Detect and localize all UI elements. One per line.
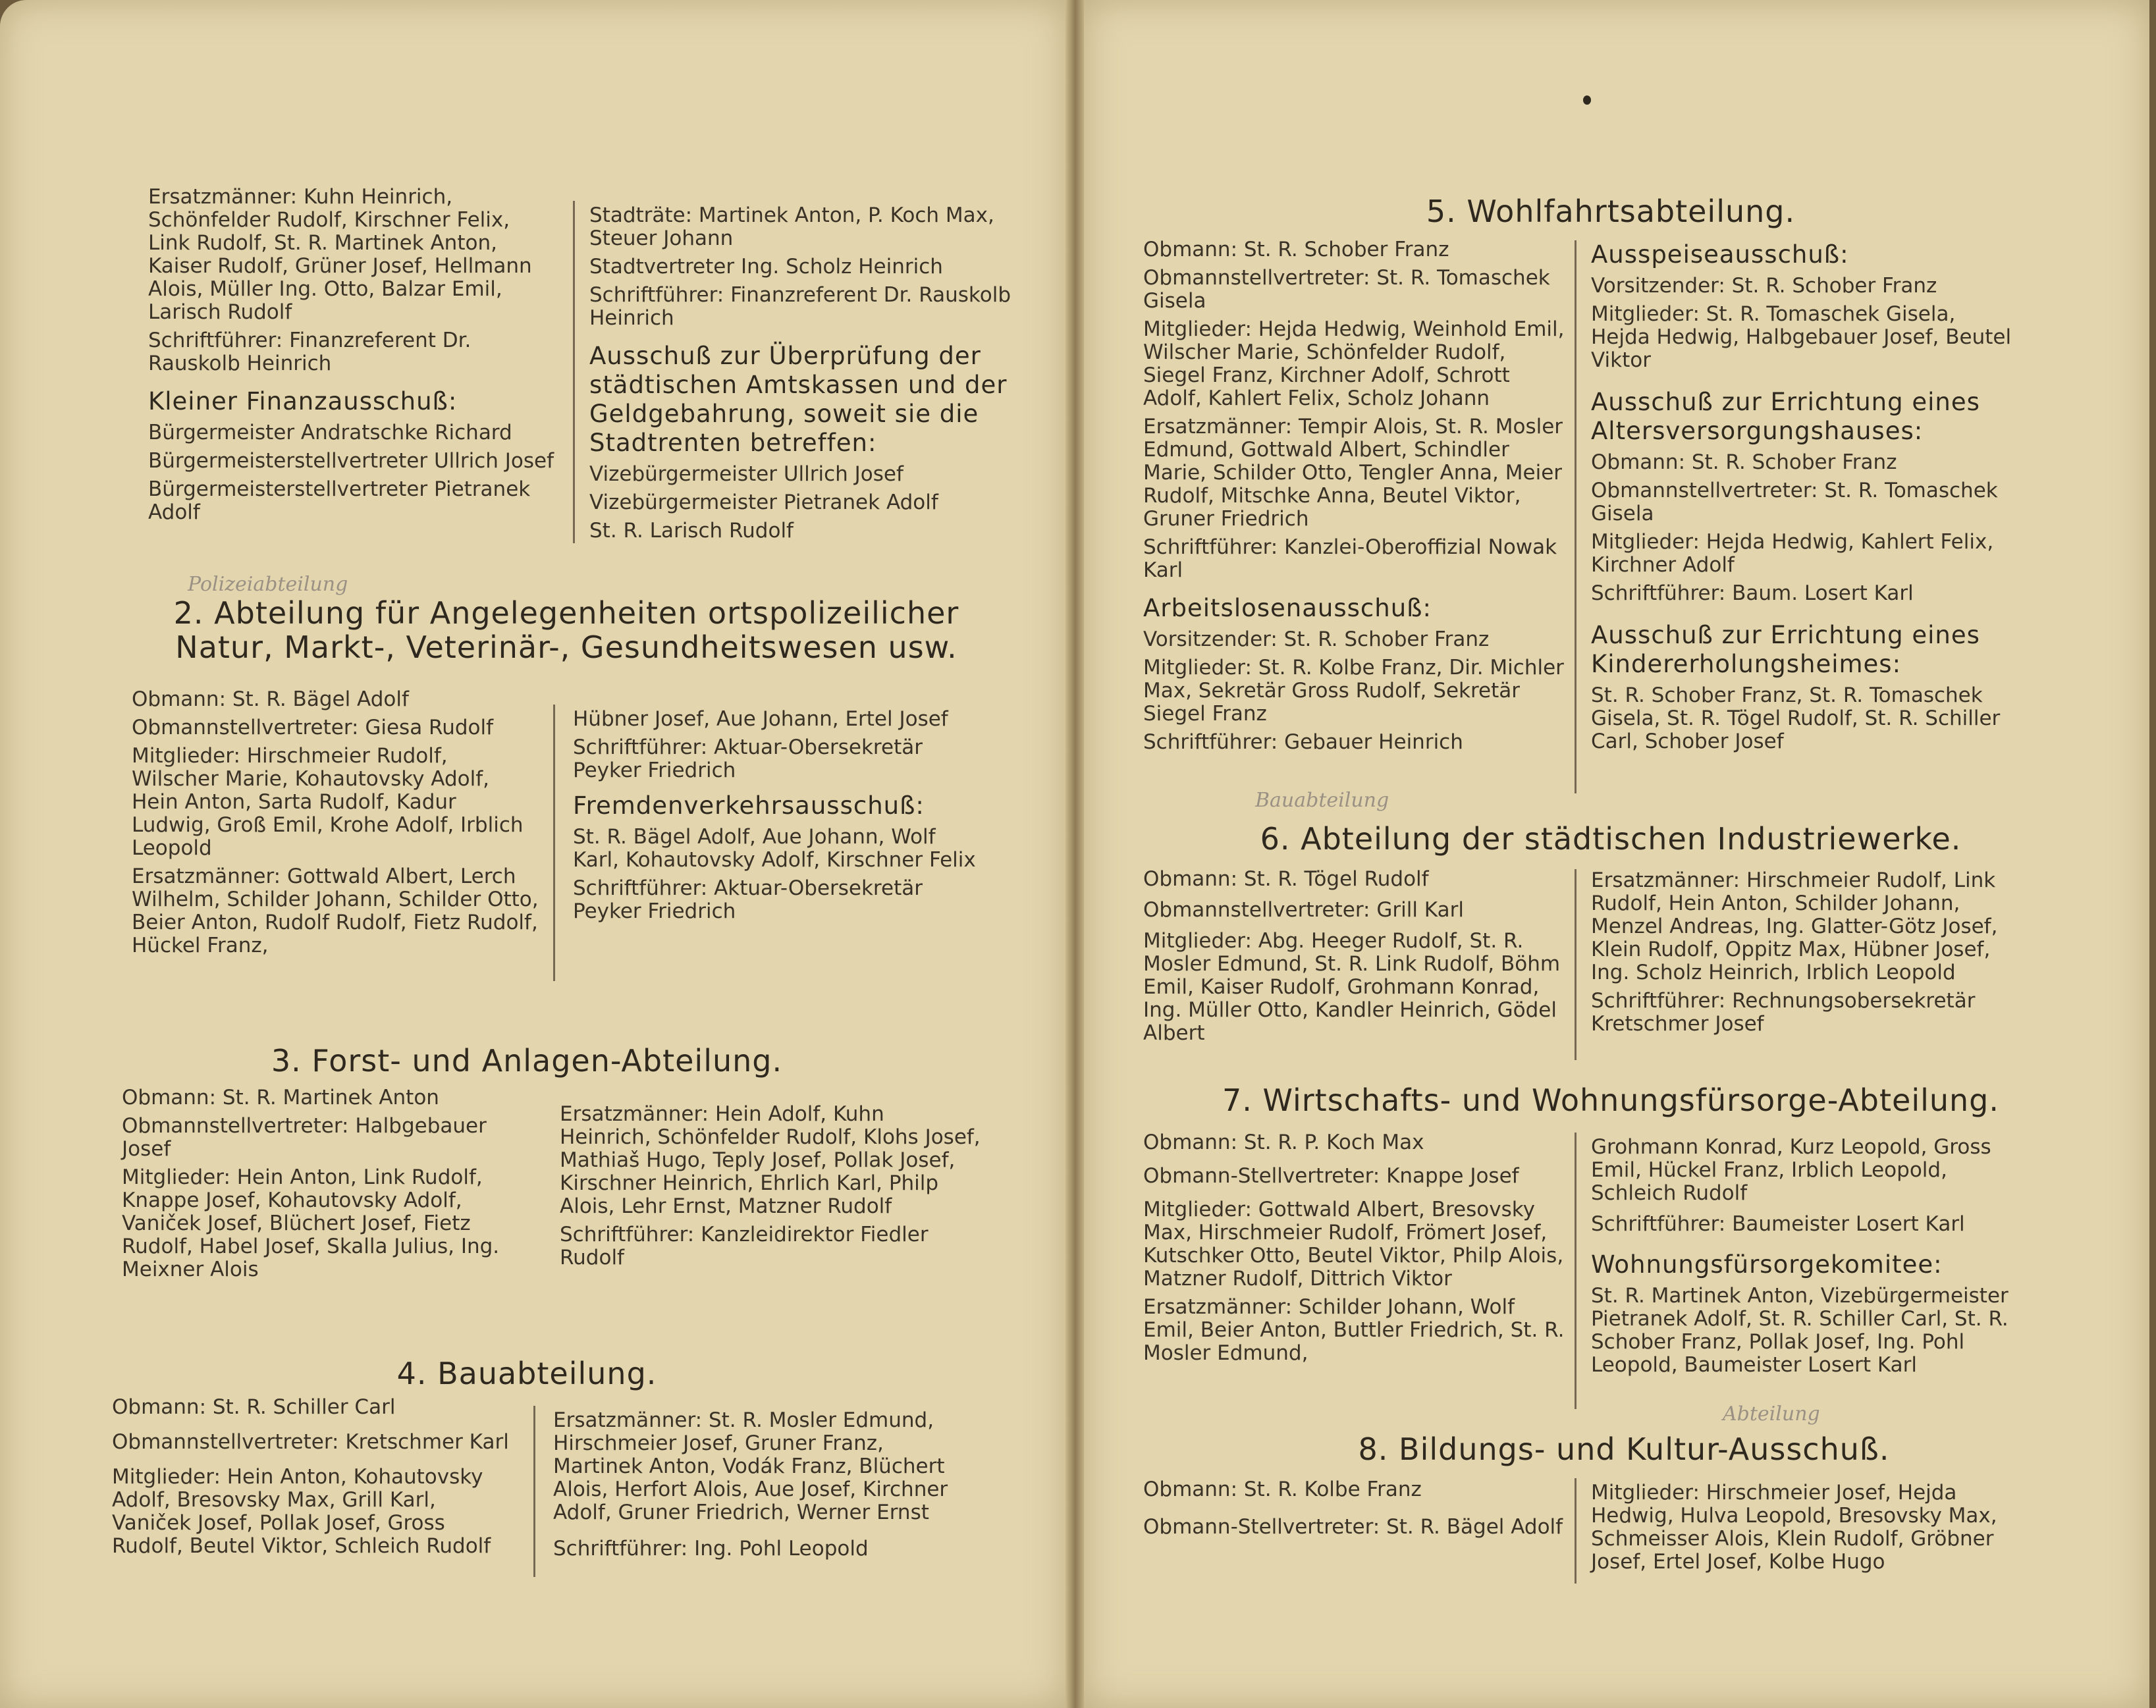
section-4-vice-chair: Obmannstellvertreter: Kretschmer Karl bbox=[112, 1430, 509, 1454]
column-divider bbox=[533, 1406, 535, 1577]
section-4-heading: 4. Bauabteilung. bbox=[396, 1356, 657, 1391]
column-divider bbox=[1575, 1478, 1577, 1584]
unemployment-members: Mitglieder: St. R. Kolbe Franz, Dir. Michler Max, Sekretär Gross Rudolf, Sekretär Siegel Franz bbox=[1143, 656, 1564, 726]
handwritten-note-abteilung: Abteilung bbox=[1723, 1402, 1820, 1426]
retirement-home-chair: Obmann: St. R. Schober Franz bbox=[1591, 450, 1897, 474]
column-divider bbox=[1575, 1133, 1577, 1409]
section-2-right-column bbox=[573, 708, 988, 928]
section-7-members: Mitglieder: Gottwald Albert, Bresovsky Max, Hirschmeier Rudolf, Frömert Josef, Kutschker Otto, Beutel Viktor, Philp Alois, Matzner Rudolf, Dittrich Viktor bbox=[1143, 1198, 1564, 1291]
book-gutter bbox=[1065, 0, 1085, 1708]
section-3-vice-chair: Obmannstellvertreter: Halbgebauer Josef bbox=[122, 1114, 487, 1161]
section-6-vice-chair: Obmannstellvertreter: Grill Karl bbox=[1143, 898, 1464, 922]
column-divider bbox=[1575, 240, 1577, 793]
section-6-right-column bbox=[1591, 869, 2012, 1041]
section-8-heading: 8. Bildungs- und Kultur-Ausschuß. bbox=[1358, 1431, 1890, 1467]
section-3-right-column bbox=[560, 1103, 981, 1275]
section-2-members: Mitglieder: Hirschmeier Rudolf, Wilscher Marie, Kohautovsky Adolf, Hein Anton, Sarta Rudolf, Kadur Ludwig, Groß Emil, Krohe Adolf, Irblich Leopold bbox=[132, 744, 524, 860]
section-8-members: Mitglieder: Hirschmeier Josef, Hejda Hedwig, Hulva Leopold, Bresovsky Max, Schmeisser Alois, Klein Rudolf, Gröbner Josef, Ertel Josef, Kolbe Hugo bbox=[1591, 1481, 1997, 1574]
section-6-members: Mitglieder: Abg. Heeger Rudolf, St. R. Mosler Edmund, St. R. Link Rudolf, Böhm Emil, Kaiser Rudolf, Grohmann Konrad, Ing. Müller Otto, Kandler Heinrich, Gödel Albert bbox=[1143, 929, 1561, 1045]
unemployment-secretary: Schriftführer: Gebauer Heinrich bbox=[1143, 730, 1463, 754]
audit-member: Vizebürgermeister Ullrich Josef bbox=[589, 462, 903, 486]
section-6-substitutes: Ersatzmänner: Hirschmeier Rudolf, Link Rudolf, Hein Anton, Schilder Johann, Menzel Andreas, Ing. Glatter-Götz Josef, Klein Rudolf, Oppitz Max, Hübner Josef, Ing. Scholz Heinrich, Irblich Leopold bbox=[1591, 868, 1998, 984]
section-4-right-column bbox=[553, 1409, 975, 1566]
section-6-heading: 6. Abteilung der städtischen Industriewerke. bbox=[1260, 821, 1962, 857]
section-8-right-column bbox=[1591, 1481, 2012, 1579]
ink-dot bbox=[1583, 95, 1591, 105]
column-divider bbox=[553, 705, 555, 981]
section-2-chair: Obmann: St. R. Bägel Adolf bbox=[132, 687, 409, 711]
retirement-home-secretary: Schriftführer: Baum. Losert Karl bbox=[1591, 581, 1914, 605]
housing-committee-members: St. R. Martinek Anton, Vizebürgermeister Pietranek Adolf, St. R. Schiller Carl, St. R. Schober Franz, Pollak Josef, Ing. Pohl Leopold, Baumeister Losert Karl bbox=[1591, 1284, 2008, 1377]
section-5-vice-chair: Obmannstellvertreter: St. R. Tomaschek Gisela bbox=[1143, 266, 1550, 313]
audit-member: St. R. Larisch Rudolf bbox=[589, 519, 794, 543]
section-6-left-column bbox=[1143, 868, 1565, 1050]
section-8-chair: Obmann: St. R. Kolbe Franz bbox=[1143, 1478, 1422, 1501]
column-divider bbox=[573, 201, 575, 543]
section-5-secretary: Schriftführer: Kanzlei-Oberoffizial Nowak Karl bbox=[1143, 535, 1557, 582]
section-5-right-column bbox=[1591, 240, 2012, 759]
city-representative: Stadtvertreter Ing. Scholz Heinrich bbox=[589, 255, 943, 279]
retirement-home-committee-heading: Ausschuß zur Errichtung eines Altersversorgungshauses: bbox=[1591, 388, 1980, 445]
section-2-vice-chair: Obmannstellvertreter: Giesa Rudolf bbox=[132, 716, 494, 739]
section-7-vice-chair: Obmann-Stellvertreter: Knappe Josef bbox=[1143, 1164, 1519, 1188]
audit-committee-heading: Ausschuß zur Überprüfung der städtischen Amtskassen und der Geldgebahrung, soweit sie die Stadtrenten betreffen: bbox=[589, 342, 1008, 457]
small-finance-member: Bürgermeister Andratschke Richard bbox=[148, 421, 512, 444]
small-finance-member: Bürgermeisterstellvertreter Ullrich Josef bbox=[148, 449, 554, 473]
section-4-members: Mitglieder: Hein Anton, Kohautovsky Adolf, Bresovsky Max, Grill Karl, Vaniček Josef, Pollak Josef, Gross Rudolf, Beutel Viktor, Schleich Rudolf bbox=[112, 1465, 491, 1558]
section-4-secretary: Schriftführer: Ing. Pohl Leopold bbox=[553, 1537, 869, 1561]
section-7-secretary: Schriftführer: Baumeister Losert Karl bbox=[1591, 1212, 1965, 1236]
section-7-more-substitutes: Grohmann Konrad, Kurz Leopold, Gross Emil, Hückel Franz, Irblich Leopold, Schleich Rudolf bbox=[1591, 1135, 1991, 1205]
section-5-chair: Obmann: St. R. Schober Franz bbox=[1143, 238, 1449, 261]
section-7-left-column bbox=[1143, 1131, 1565, 1370]
section-3-secretary: Schriftführer: Kanzleidirektor Fiedler Rudolf bbox=[560, 1223, 929, 1269]
section-8-vice-chair: Obmann-Stellvertreter: St. R. Bägel Adolf bbox=[1143, 1515, 1563, 1539]
section-6-secretary: Schriftführer: Rechnungsobersekretär Kretschmer Josef bbox=[1591, 989, 1976, 1036]
food-committee-heading: Ausspeiseausschuß: bbox=[1591, 240, 1849, 269]
childrens-home-members: St. R. Schober Franz, St. R. Tomaschek Gisela, St. R. Tögel Rudolf, St. R. Schiller Carl, Schober Josef bbox=[1591, 683, 2001, 753]
section-5-heading: 5. Wohlfahrtsabteilung. bbox=[1426, 194, 1796, 229]
section-3-substitutes: Ersatzmänner: Hein Adolf, Kuhn Heinrich, Schönfelder Rudolf, Klohs Josef, Mathiaš Hugo, Teply Josef, Pollak Josef, Kirschner Heinrich, Ehrlich Karl, Philp Alois, Lehr Ernst, Matzner Rudolf bbox=[560, 1102, 981, 1218]
section-5-members: Mitglieder: Hejda Hedwig, Weinhold Emil, Wilscher Marie, Schönfelder Rudolf, Siegel Franz, Kirchner Adolf, Schrott Adolf, Kahlert Felix, Scholz Johann bbox=[1143, 317, 1565, 410]
tourism-committee-heading: Fremdenverkehrsausschuß: bbox=[573, 791, 925, 820]
section-4-chair: Obmann: St. R. Schiller Carl bbox=[112, 1395, 396, 1419]
handwritten-note-polizei: Polizeiabteilung bbox=[188, 573, 348, 596]
handwritten-note-bau: Bauabteilung bbox=[1255, 789, 1389, 812]
section-7-chair: Obmann: St. R. P. Koch Max bbox=[1143, 1131, 1424, 1154]
section-2-substitutes: Ersatzmänner: Gottwald Albert, Lerch Wilhelm, Schilder Johann, Schilder Otto, Beier Anton, Rudolf Rudolf, Fietz Rudolf, Hückel Franz, bbox=[132, 865, 539, 957]
right-page bbox=[1084, 0, 2149, 1708]
section-7-substitutes: Ersatzmänner: Schilder Johann, Wolf Emil, Beier Anton, Buttler Friedrich, St. R. Mosler Edmund, bbox=[1143, 1295, 1565, 1365]
section-7-right-column bbox=[1591, 1136, 2012, 1382]
food-committee-chair: Vorsitzender: St. R. Schober Franz bbox=[1591, 274, 1937, 298]
tourism-members: St. R. Bägel Adolf, Aue Johann, Wolf Karl, Kohautovsky Adolf, Kirschner Felix bbox=[573, 825, 976, 872]
section-3-chair: Obmann: St. R. Martinek Anton bbox=[122, 1086, 439, 1109]
finance-committee-left-column bbox=[148, 186, 556, 529]
finance-secretary: Schriftführer: Finanzreferent Dr. Rauskolb Heinrich bbox=[148, 329, 472, 375]
tourism-secretary: Schriftführer: Aktuar-Obersekretär Peyker Friedrich bbox=[573, 876, 923, 923]
childrens-home-committee-heading: Ausschuß zur Errichtung eines Kindererholungsheimes: bbox=[1591, 621, 1980, 678]
section-3-members: Mitglieder: Hein Anton, Link Rudolf, Knappe Josef, Kohautovsky Adolf, Vaniček Josef, Blüchert Josef, Fietz Rudolf, Habel Josef, Skalla Julius, Ing. Meixner Alois bbox=[122, 1165, 500, 1281]
section-7-heading: 7. Wirtschafts- und Wohnungsfürsorge-Abteilung. bbox=[1222, 1082, 2000, 1118]
section-2-left-column bbox=[132, 688, 540, 963]
city-councillors: Stadträte: Martinek Anton, P. Koch Max, Steuer Johann bbox=[589, 203, 994, 250]
unemployment-committee-heading: Arbeitslosenausschuß: bbox=[1143, 594, 1432, 622]
section-4-left-column bbox=[112, 1396, 520, 1563]
section-8-left-column bbox=[1143, 1478, 1565, 1544]
retirement-home-members: Mitglieder: Hejda Hedwig, Kahlert Felix, Kirchner Adolf bbox=[1591, 530, 1994, 577]
unemployment-chair: Vorsitzender: St. R. Schober Franz bbox=[1143, 627, 1490, 651]
section-4-substitutes: Ersatzmänner: St. R. Mosler Edmund, Hirschmeier Josef, Gruner Franz, Martinek Anton, Vodák Franz, Blüchert Alois, Herfort Alois, Aue Josef, Kirchner Adolf, Gruner Friedrich, Werner Ernst bbox=[553, 1408, 948, 1524]
section-3-left-column bbox=[122, 1086, 530, 1287]
section-6-chair: Obmann: St. R. Tögel Rudolf bbox=[1143, 867, 1429, 891]
housing-committee-heading: Wohnungsfürsorgekomitee: bbox=[1591, 1250, 1943, 1279]
section-3-heading: 3. Forst- und Anlagen-Abteilung. bbox=[271, 1043, 783, 1079]
finance-committee-secretary: Schriftführer: Finanzreferent Dr. Rauskolb Heinrich bbox=[589, 283, 1011, 330]
small-finance-committee-heading: Kleiner Finanzausschuß: bbox=[148, 387, 458, 415]
section-2-secretary: Schriftführer: Aktuar-Obersekretär Peyker Friedrich bbox=[573, 735, 923, 782]
finance-committee-right-column bbox=[589, 204, 1011, 548]
left-page bbox=[0, 0, 1067, 1708]
column-divider bbox=[1575, 869, 1577, 1060]
small-finance-member: Bürgermeisterstellvertreter Pietranek Adolf bbox=[148, 477, 531, 524]
food-committee-members: Mitglieder: St. R. Tomaschek Gisela, Hejda Hedwig, Halbgebauer Josef, Beutel Viktor bbox=[1591, 302, 2012, 372]
retirement-home-vice-chair: Obmannstellvertreter: St. R. Tomaschek Gisela bbox=[1591, 479, 1998, 525]
section-2-heading: 2. Abteilung für Angelegenheiten ortspolizeilicher Natur, Markt-, Veterinär-, Gesundheitswesen usw. bbox=[173, 595, 959, 665]
section-5-substitutes: Ersatzmänner: Tempir Alois, St. R. Mosler Edmund, Gottwald Albert, Schindler Marie, Schilder Otto, Tengler Anna, Meier Rudolf, Mitschke Anna, Beutel Viktor, Gruner Friedrich bbox=[1143, 415, 1563, 531]
finance-substitutes: Ersatzmänner: Kuhn Heinrich, Schönfelder Rudolf, Kirschner Felix, Link Rudolf, St. R. Martinek Anton, Kaiser Rudolf, Grüner Josef, Hellmann Alois, Müller Ing. Otto, Balzar Emil, Larisch Rudolf bbox=[148, 185, 532, 324]
audit-member: Vizebürgermeister Pietranek Adolf bbox=[589, 491, 938, 514]
section-5-left-column bbox=[1143, 238, 1565, 759]
section-2-more-substitutes: Hübner Josef, Aue Johann, Ertel Josef bbox=[573, 707, 948, 731]
